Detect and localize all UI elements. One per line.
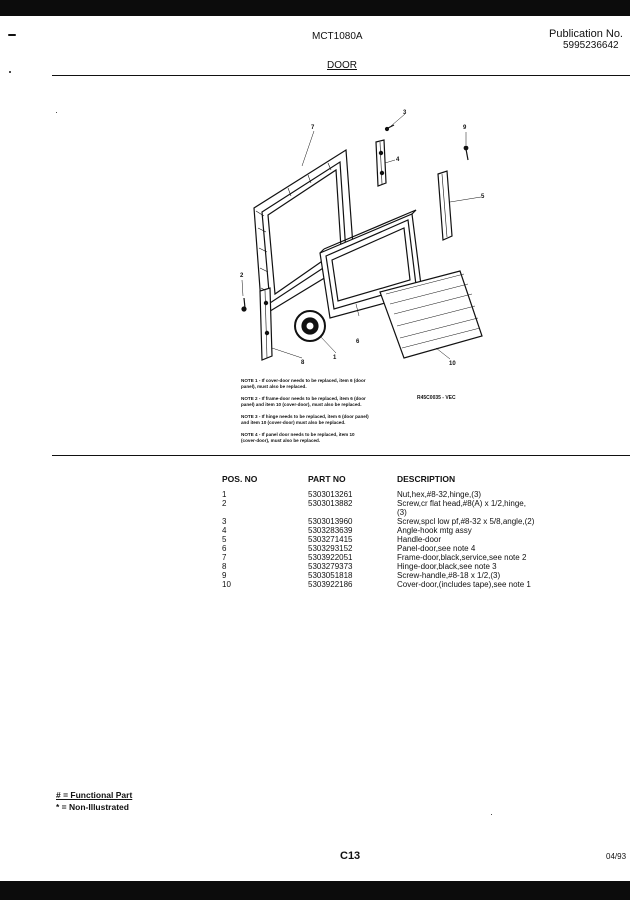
cell-part: 5303279373: [308, 562, 353, 571]
header-rule: [52, 75, 630, 76]
top-black-band: [0, 0, 630, 16]
callout-7: 7: [311, 125, 315, 131]
bottom-black-band: [0, 881, 630, 900]
callout-6: 6: [356, 339, 360, 345]
table-row: [222, 553, 567, 562]
cell-desc: Angle-hook mtg assy: [397, 526, 472, 535]
publication-label: Publication No.: [549, 28, 623, 40]
cell-desc: Cover-door,(includes tape),see note 1: [397, 580, 531, 589]
callout-8: 8: [301, 360, 305, 366]
cell-pos: 8: [222, 562, 227, 571]
cell-pos: 7: [222, 553, 227, 562]
cell-pos: 2: [222, 499, 227, 508]
table-rule: [52, 455, 630, 456]
cell-pos: 4: [222, 526, 227, 535]
scan-mark: [56, 112, 57, 113]
publication-date: 04/93: [606, 852, 627, 861]
cell-part: 5303013882: [308, 499, 353, 508]
cell-part: 5303013960: [308, 517, 353, 526]
figure-id: R45C0035 - VEC: [417, 395, 456, 401]
parts-table: [222, 474, 567, 589]
cell-desc: Panel-door,see note 4: [397, 544, 476, 553]
exploded-door-diagram: [228, 108, 498, 378]
table-row: [222, 499, 567, 517]
diagram-note-1: NOTE 1 - If cover-door needs to be replaced, item 6 (door panel), must also be replaced.: [241, 378, 366, 389]
table-row: [222, 490, 567, 499]
section-title: DOOR: [327, 60, 357, 71]
legend-functional-part: # = Functional Part: [56, 790, 133, 800]
handle-part: [438, 171, 452, 240]
cell-desc: Hinge-door,black,see note 3: [397, 562, 497, 571]
cell-part: 5303922051: [308, 553, 353, 562]
cell-pos: 10: [222, 580, 231, 589]
cell-desc: Handle-door: [397, 535, 442, 544]
cell-pos: 1: [222, 490, 227, 499]
table-row: [222, 562, 567, 571]
table-row: [222, 535, 567, 544]
publication-number: 5995236642: [563, 40, 619, 51]
cell-part: 5303293152: [308, 544, 353, 553]
cell-desc: Screw,cr flat head,#8(A) x 1/2,hinge, (3): [397, 499, 526, 517]
table-row: [222, 580, 567, 589]
table-header-row: [222, 474, 567, 490]
scan-mark: [9, 71, 11, 73]
col-header-part: PART NO: [308, 474, 346, 484]
model-number: MCT1080A: [312, 31, 363, 42]
cell-desc: Screw,spcl low pf,#8-32 x 5/8,angle,(2): [397, 517, 535, 526]
table-row: [222, 544, 567, 553]
callout-2: 2: [240, 273, 244, 279]
page-code: C13: [340, 850, 361, 862]
cell-part: 5303051818: [308, 571, 353, 580]
scan-mark: [8, 34, 16, 36]
callout-4: 4: [396, 157, 400, 163]
col-header-description: DESCRIPTION: [397, 474, 456, 484]
diagram-note-2: NOTE 2 - If frame-door needs to be replaced, item 6 (door panel) and item 10 (cover-door), must also be replaced.: [241, 396, 366, 407]
scan-mark: [491, 814, 492, 815]
cell-desc: Nut,hex,#8-32,hinge,(3): [397, 490, 482, 499]
callout-5: 5: [481, 194, 485, 200]
table-row: [222, 517, 567, 526]
cell-pos: 6: [222, 544, 227, 553]
diagram-note-3: NOTE 3 - If hinge needs to be replaced, item 6 (door panel) and item 10 (cover-door) must also be replaced.: [241, 414, 369, 425]
cell-part: 5303283639: [308, 526, 353, 535]
table-row: [222, 526, 567, 535]
legend-non-illustrated: * = Non-Illustrated: [56, 802, 129, 812]
cell-pos: 9: [222, 571, 227, 580]
col-header-pos: POS. NO: [222, 474, 258, 484]
cell-pos: 3: [222, 517, 227, 526]
cell-desc: Screw-handle,#8-18 x 1/2,(3): [397, 571, 501, 580]
cell-part: 5303922186: [308, 580, 353, 589]
callout-10: 10: [449, 361, 456, 367]
callout-9: 9: [463, 125, 467, 131]
cell-pos: 5: [222, 535, 227, 544]
cell-part: 5303271415: [308, 535, 353, 544]
table-row: [222, 571, 567, 580]
cell-desc: Frame-door,black,service,see note 2: [397, 553, 527, 562]
callout-3: 3: [403, 110, 407, 116]
callout-1: 1: [333, 355, 337, 361]
cell-part: 5303013261: [308, 490, 353, 499]
diagram-note-4: NOTE 4 - If panel door needs to be replaced, item 10 (cover-door), must also be replaced.: [241, 432, 355, 443]
